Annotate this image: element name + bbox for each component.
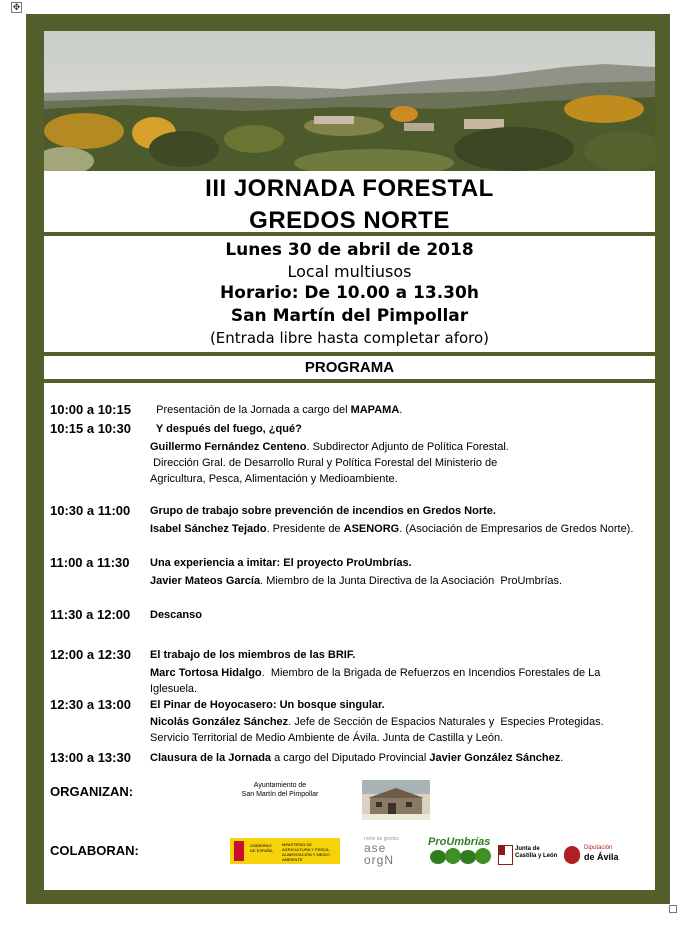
- event-town: San Martín del Pimpollar: [230, 306, 469, 326]
- colaboran-label: COLABORAN:: [50, 843, 139, 858]
- schedule-time: 10:00 a 10:15: [50, 402, 131, 417]
- event-note: (Entrada libre hasta completar aforo): [209, 329, 490, 347]
- schedule-title: Descanso: [150, 609, 202, 621]
- schedule-item: [50, 750, 650, 766]
- schedule-title: El Pinar de Hoyocasero: Un bosque singular.: [150, 699, 385, 711]
- schedule-speaker: Isabel Sánchez Tejado. Presidente de ASENORG. (Asociación de Empresarios de Gredos Norte).: [150, 523, 634, 535]
- schedule-speaker: Guillermo Fernández Centeno. Subdirector Adjunto de Política Forestal.: [150, 441, 509, 453]
- schedule-speaker: Javier Mateos García. Miembro de la Junta Directiva de la Asociación ProUmbrías.: [150, 575, 563, 587]
- schedule-item: [50, 402, 650, 418]
- schedule-time: 12:30 a 13:00: [50, 697, 131, 712]
- schedule-extra: Servicio Territorial de Medio Ambiente de Ávila. Junta de Castilla y León.: [150, 732, 504, 744]
- schedule-title: Y después del fuego, ¿qué?: [150, 423, 302, 435]
- organizan-label: ORGANIZAN:: [50, 784, 134, 799]
- proumbrias-logo: ProUmbrías: [428, 836, 494, 868]
- schedule-speaker: Nicolás González Sánchez. Jefe de Sección de Espacios Naturales y Especies Protegidas.: [150, 716, 604, 728]
- schedule-speaker: Marc Tortosa Hidalgo. Miembro de la Brigada de Refuerzos en Incendios Forestales de La Iglesuela.: [150, 667, 604, 695]
- schedule-item: [50, 647, 650, 697]
- schedule-time: 12:00 a 12:30: [50, 647, 131, 662]
- asenorg-logo: norte de gredos ase orgN: [364, 836, 400, 867]
- jcyl-logo: Junta de Castilla y León: [498, 843, 556, 869]
- schedule-item: [50, 555, 650, 589]
- event-hours: Horario: De 10.00 a 13.30h: [220, 283, 479, 303]
- programa-heading: PROGRAMA: [304, 359, 395, 376]
- event-title-line1: III JORNADA FORESTAL: [205, 175, 494, 202]
- shield-icon: [498, 845, 513, 865]
- schedule-desc: Presentación de la Jornada a cargo del MAPAMA.: [150, 404, 403, 416]
- title-cell: [44, 171, 655, 232]
- ayuntamiento-logo: Ayuntamiento de San Martín del Pimpollar: [241, 782, 319, 798]
- crest-icon: [564, 846, 580, 864]
- event-venue: Local multiusos: [287, 262, 412, 281]
- schedule-title: Grupo de trabajo sobre prevención de incendios en Gredos Norte.: [150, 505, 496, 517]
- table-move-handle[interactable]: ✥: [12, 2, 21, 12]
- schedule-time: 10:30 a 11:00: [50, 503, 131, 518]
- schedule-title: El trabajo de los miembros de las BRIF.: [150, 649, 356, 661]
- table-resize-handle[interactable]: [669, 905, 677, 913]
- schedule-extra: Dirección Gral. de Desarrollo Rural y Política Forestal del Ministerio de Agricultura, Pesca, Alimentación y Medioambiente.: [150, 457, 500, 485]
- trees-icon: [428, 848, 494, 866]
- programa-heading-cell: [44, 356, 655, 379]
- schedule-time: 11:00 a 11:30: [50, 555, 130, 570]
- gobierno-logo: GOBIERNO DE ESPAÑA MINISTERIO DE AGRICULTURA Y PESCA, ALIMENTACIÓN Y MEDIO AMBIENTE: [230, 838, 340, 864]
- diputacion-logo: Diputación de Ávila: [564, 843, 626, 871]
- event-date: Lunes 30 de abril de 2018: [225, 240, 474, 260]
- landscape-photo: [44, 31, 655, 171]
- event-info-cell: [44, 236, 655, 352]
- schedule-item: [50, 421, 650, 487]
- schedule-title: Una experiencia a imitar: El proyecto ProUmbrías.: [150, 557, 412, 569]
- schedule-time: 11:30 a 12:00: [50, 607, 131, 622]
- schedule-item: [50, 503, 650, 537]
- event-title-line2: GREDOS NORTE: [249, 207, 450, 234]
- schedule-time: 13:00 a 13:30: [50, 750, 131, 765]
- schedule-item: [50, 607, 650, 623]
- programa-body: [44, 383, 655, 890]
- building-photo: [362, 780, 430, 820]
- schedule-desc: Clausura de la Jornada a cargo del Diputado Provincial Javier González Sánchez.: [150, 752, 564, 764]
- coat-of-arms-icon: [234, 841, 244, 861]
- schedule-time: 10:15 a 10:30: [50, 421, 131, 436]
- schedule-item: [50, 697, 650, 747]
